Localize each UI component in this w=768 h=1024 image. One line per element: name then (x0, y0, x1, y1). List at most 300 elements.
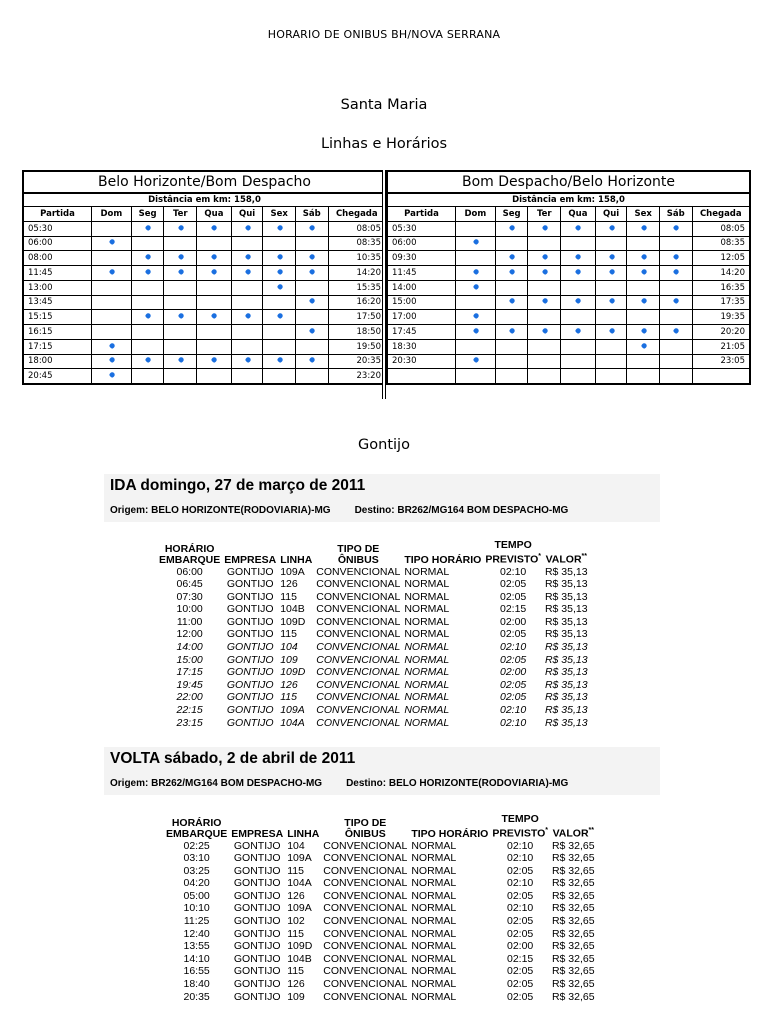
trip-line: 115 (280, 691, 297, 704)
trip-row (164, 991, 597, 1004)
trip-line: 115 (287, 927, 304, 940)
operating-day-icon (673, 298, 680, 305)
day-cell (231, 369, 263, 384)
operating-day-icon (673, 224, 680, 231)
arrival-time: 23:20 (328, 369, 386, 384)
ida-origin: Origem: BELO HORIZONTE(RODOVIARIA)-MG (110, 505, 331, 516)
trip-bus: CONVENCIONAL (316, 716, 401, 729)
trip-bus: CONVENCIONAL (316, 704, 401, 717)
day-cell (197, 236, 232, 251)
day-cell (659, 369, 692, 384)
trip-duration: 02:05 (500, 578, 527, 591)
trip-row (157, 654, 590, 667)
trip-duration: 02:10 (507, 852, 534, 865)
arrival-time: 21:05 (692, 339, 750, 354)
trip-bus: CONVENCIONAL (323, 839, 408, 852)
departure-time: 14:00 (387, 280, 455, 295)
trip-bus: CONVENCIONAL (323, 889, 408, 902)
trip-duration: 02:05 (507, 915, 534, 928)
operating-day-icon (509, 268, 516, 275)
trip-time: 11:00 (176, 615, 203, 628)
operating-day-icon (575, 298, 582, 305)
header-text: ÔNIBUS (344, 827, 386, 840)
departure-time: 18:30 (387, 339, 455, 354)
distance-label: Distância em km: 158,0 (23, 193, 386, 207)
trip-bus: CONVENCIONAL (323, 852, 408, 865)
trip-line: 109 (287, 990, 305, 1003)
day-cell (131, 221, 164, 236)
operating-day-icon (509, 253, 516, 260)
day-cell (495, 221, 528, 236)
trip-row (157, 641, 590, 654)
trip-company: GONTIJO (233, 952, 281, 965)
trip-bus: CONVENCIONAL (316, 653, 401, 666)
trip-company: GONTIJO (226, 603, 274, 616)
volta-route (104, 773, 660, 795)
day-cell (197, 310, 232, 325)
trip-bus: CONVENCIONAL (316, 615, 401, 628)
operating-day-icon (575, 253, 582, 260)
trip-company: GONTIJO (233, 839, 281, 852)
trip-duration: 02:10 (500, 704, 527, 717)
operating-day-icon (608, 224, 615, 231)
operating-day-icon (244, 357, 251, 364)
header-text: EMBARQUE (159, 553, 221, 566)
trip-time: 03:25 (183, 864, 210, 877)
operating-day-icon (244, 224, 251, 231)
trip-bus: CONVENCIONAL (323, 965, 408, 978)
schedule-row (387, 310, 750, 325)
day-cell (528, 251, 561, 266)
operating-day-icon (211, 357, 218, 364)
schedule-row (387, 221, 750, 236)
header-valor (550, 814, 597, 840)
column-header: Qua (197, 207, 232, 222)
day-cell (528, 266, 561, 281)
trip-row (164, 890, 597, 903)
day-cell (164, 266, 197, 281)
trip-line: 109 (280, 653, 298, 666)
departure-time (387, 369, 455, 384)
trip-company: GONTIJO (233, 877, 281, 890)
day-cell (455, 280, 495, 295)
trip-row (164, 940, 597, 953)
operating-day-icon (473, 327, 480, 334)
schedule-row (387, 280, 750, 295)
day-cell (595, 310, 627, 325)
day-cell (627, 280, 660, 295)
day-cell (495, 354, 528, 369)
day-cell (295, 221, 328, 236)
day-cell (197, 280, 232, 295)
day-cell (131, 354, 164, 369)
trip-bus: CONVENCIONAL (316, 590, 401, 603)
day-cell (197, 251, 232, 266)
trip-row (157, 578, 590, 591)
day-cell (197, 325, 232, 340)
company-title-gontijo: Gontijo (358, 437, 410, 453)
trip-company: GONTIJO (226, 666, 274, 679)
trip-row (157, 603, 590, 616)
operating-day-icon (145, 357, 152, 364)
day-cell (627, 339, 660, 354)
operating-day-icon (309, 253, 316, 260)
operating-day-icon (509, 224, 516, 231)
arrival-time: 23:05 (692, 354, 750, 369)
operating-day-icon (575, 268, 582, 275)
column-header: Sex (263, 207, 296, 222)
day-cell (295, 236, 328, 251)
ida-trips-table (157, 540, 590, 729)
day-cell (131, 310, 164, 325)
day-cell (595, 236, 627, 251)
arrival-time: 08:05 (328, 221, 386, 236)
trip-row (164, 953, 597, 966)
trip-duration: 02:10 (500, 716, 527, 729)
day-cell (295, 310, 328, 325)
operating-day-icon (608, 268, 615, 275)
trip-time: 12:40 (183, 927, 210, 940)
day-cell (528, 310, 561, 325)
day-cell (627, 325, 660, 340)
arrival-time: 20:35 (328, 354, 386, 369)
operating-day-icon (177, 224, 184, 231)
ida-destination: Destino: BR262/MG164 BOM DESPACHO-MG (354, 505, 569, 516)
volta-trips-table (164, 814, 597, 1003)
schedule-row (387, 339, 750, 354)
trip-company: GONTIJO (226, 590, 274, 603)
route-title: Belo Horizonte/Bom Despacho (23, 171, 386, 193)
day-cell (197, 295, 232, 310)
operating-day-icon (640, 327, 647, 334)
day-cell (561, 221, 596, 236)
day-cell (659, 251, 692, 266)
day-cell (561, 251, 596, 266)
trip-time: 11:25 (183, 915, 210, 928)
trip-bus: CONVENCIONAL (323, 978, 408, 991)
trip-line: 109A (287, 852, 312, 865)
trip-type: NORMAL (411, 915, 457, 928)
trip-row (157, 679, 590, 692)
day-cell (627, 221, 660, 236)
arrival-time: 18:50 (328, 325, 386, 340)
trip-duration: 02:00 (507, 940, 534, 953)
day-cell (231, 280, 263, 295)
trip-price: R$ 35,13 (544, 666, 588, 679)
day-cell (91, 325, 131, 340)
trip-row (164, 852, 597, 865)
trip-company: GONTIJO (233, 965, 281, 978)
trip-price: R$ 35,13 (544, 691, 588, 704)
trip-company: GONTIJO (226, 716, 274, 729)
operating-day-icon (608, 327, 615, 334)
day-cell (231, 221, 263, 236)
day-cell (91, 280, 131, 295)
trip-time: 22:00 (176, 691, 203, 704)
header-text: PREVISTO (485, 553, 539, 566)
day-cell (197, 266, 232, 281)
header-empresa: EMPRESA (224, 553, 277, 566)
trip-duration: 02:05 (500, 678, 527, 691)
header-text: HORÁRIO (164, 542, 215, 555)
footnote-mark: ** (588, 827, 594, 834)
day-cell (659, 310, 692, 325)
schedule-row (387, 266, 750, 281)
departure-time: 15:00 (387, 295, 455, 310)
trip-type: NORMAL (404, 628, 450, 641)
volta-title: VOLTA sábado, 2 de abril de 2011 (110, 750, 356, 767)
header-linha: LINHA (287, 827, 320, 840)
header-horario (157, 540, 222, 566)
day-cell (659, 339, 692, 354)
day-cell (627, 236, 660, 251)
schedule-row (23, 266, 386, 281)
header-text: TEMPO (494, 539, 532, 551)
header-text: EMBARQUE (166, 827, 228, 840)
trip-time: 04:20 (183, 877, 210, 890)
trip-type: NORMAL (411, 940, 457, 953)
day-cell (164, 310, 197, 325)
trip-bus: CONVENCIONAL (323, 927, 408, 940)
trip-row (164, 978, 597, 991)
trip-time: 07:30 (176, 590, 203, 603)
column-header: Qui (231, 207, 263, 222)
schedule-header-row (387, 207, 750, 222)
trip-time: 05:00 (183, 889, 210, 902)
day-cell (164, 295, 197, 310)
day-cell (455, 354, 495, 369)
trip-line: 109D (287, 940, 313, 953)
footnote-mark: ** (581, 553, 587, 560)
operating-day-icon (177, 357, 184, 364)
day-cell (659, 325, 692, 340)
footnote-mark: * (545, 827, 548, 834)
trip-line: 115 (287, 965, 304, 978)
day-cell (263, 221, 296, 236)
departure-time: 11:45 (23, 266, 91, 281)
day-cell (295, 295, 328, 310)
schedule-header-row (23, 207, 386, 222)
day-cell (295, 251, 328, 266)
column-header: Seg (495, 207, 528, 222)
day-cell (263, 339, 296, 354)
trip-time: 23:15 (176, 716, 203, 729)
day-cell (561, 236, 596, 251)
day-cell (91, 221, 131, 236)
column-header: Dom (91, 207, 131, 222)
operating-day-icon (541, 268, 548, 275)
arrival-time: 17:35 (692, 295, 750, 310)
day-cell (263, 280, 296, 295)
schedule-row (387, 295, 750, 310)
day-cell (455, 266, 495, 281)
day-cell (627, 251, 660, 266)
column-header: Partida (23, 207, 91, 222)
trip-row (164, 877, 597, 890)
trip-row (157, 666, 590, 679)
trip-price: R$ 35,13 (544, 578, 588, 591)
trip-line: 104 (287, 839, 305, 852)
schedule-row (23, 369, 386, 384)
trip-time: 12:00 (176, 628, 203, 641)
trip-duration: 02:05 (507, 927, 534, 940)
day-cell (595, 369, 627, 384)
day-cell (528, 354, 561, 369)
trip-company: GONTIJO (233, 889, 281, 902)
trip-company: GONTIJO (226, 691, 274, 704)
day-cell (295, 325, 328, 340)
trip-row (164, 928, 597, 941)
departure-time: 09:30 (387, 251, 455, 266)
trip-duration: 02:05 (507, 990, 534, 1003)
day-cell (295, 354, 328, 369)
arrival-time: 15:35 (328, 280, 386, 295)
day-cell (231, 325, 263, 340)
day-cell (164, 369, 197, 384)
trip-header-row (164, 814, 597, 840)
trip-line: 104A (287, 877, 312, 890)
day-cell (627, 310, 660, 325)
trip-price: R$ 35,13 (544, 678, 588, 691)
day-cell (561, 339, 596, 354)
day-cell (495, 295, 528, 310)
day-cell (131, 236, 164, 251)
arrival-time: 17:50 (328, 310, 386, 325)
operating-day-icon (541, 253, 548, 260)
operating-day-icon (541, 298, 548, 305)
trip-row (157, 628, 590, 641)
header-tipo-onibus (321, 814, 409, 840)
operating-day-icon (673, 327, 680, 334)
trip-header-row (157, 540, 590, 566)
trip-row (157, 717, 590, 730)
trip-duration: 02:05 (500, 691, 527, 704)
departure-time: 20:30 (387, 354, 455, 369)
schedule-row (23, 354, 386, 369)
operating-day-icon (276, 283, 283, 290)
day-cell (495, 339, 528, 354)
arrival-time: 19:50 (328, 339, 386, 354)
trip-type: NORMAL (411, 978, 457, 991)
trip-duration: 02:10 (507, 877, 534, 890)
departure-time: 15:15 (23, 310, 91, 325)
trip-company: GONTIJO (233, 902, 281, 915)
trip-time: 18:40 (183, 978, 210, 991)
operating-day-icon (211, 253, 218, 260)
day-cell (455, 339, 495, 354)
day-cell (595, 354, 627, 369)
volta-header (104, 747, 660, 795)
trip-row (157, 566, 590, 579)
trip-type: NORMAL (404, 716, 450, 729)
departure-time: 18:00 (23, 354, 91, 369)
operating-day-icon (309, 327, 316, 334)
trip-time: 14:00 (176, 641, 203, 654)
trip-type: NORMAL (404, 590, 450, 603)
header-tipo-horario: TIPO HORÁRIO (411, 827, 489, 840)
distance-label: Distância em km: 158,0 (387, 193, 750, 207)
ida-header (104, 474, 660, 522)
day-cell (455, 236, 495, 251)
operating-day-icon (640, 253, 647, 260)
column-header: Seg (131, 207, 164, 222)
trip-company: GONTIJO (226, 565, 274, 578)
day-cell (495, 369, 528, 384)
day-cell (131, 251, 164, 266)
trip-company: GONTIJO (233, 927, 281, 940)
trip-line: 126 (280, 678, 298, 691)
header-text: ÔNIBUS (337, 553, 379, 566)
trip-company: GONTIJO (226, 615, 274, 628)
trip-type: NORMAL (404, 678, 450, 691)
header-text: VALOR (545, 553, 582, 566)
operating-day-icon (109, 342, 116, 349)
day-cell (164, 339, 197, 354)
trip-time: 10:10 (183, 902, 210, 915)
day-cell (595, 325, 627, 340)
trip-duration: 02:05 (507, 889, 534, 902)
operating-day-icon (145, 268, 152, 275)
schedule-row (23, 221, 386, 236)
operating-day-icon (309, 298, 316, 305)
day-cell (91, 295, 131, 310)
trip-type: NORMAL (404, 691, 450, 704)
day-cell (164, 325, 197, 340)
day-cell (164, 280, 197, 295)
header-empresa: EMPRESA (231, 827, 284, 840)
departure-time: 16:15 (23, 325, 91, 340)
day-cell (164, 221, 197, 236)
trip-line: 126 (287, 889, 305, 902)
ida-title: IDA domingo, 27 de março de 2011 (110, 477, 366, 494)
schedule-row (23, 295, 386, 310)
operating-day-icon (211, 224, 218, 231)
day-cell (91, 310, 131, 325)
trip-line: 115 (287, 864, 304, 877)
day-cell (295, 339, 328, 354)
schedule-row (387, 251, 750, 266)
header-tempo (483, 540, 543, 566)
operating-day-icon (177, 268, 184, 275)
day-cell (495, 280, 528, 295)
trip-time: 03:10 (183, 852, 210, 865)
header-horario (164, 814, 229, 840)
trip-price: R$ 32,65 (551, 978, 595, 991)
day-cell (595, 251, 627, 266)
day-cell (595, 339, 627, 354)
day-cell (164, 236, 197, 251)
schedule-row (387, 369, 750, 384)
trip-type: NORMAL (411, 902, 457, 915)
arrival-time: 20:20 (692, 325, 750, 340)
trip-duration: 02:15 (507, 952, 534, 965)
trip-duration: 02:10 (507, 839, 534, 852)
header-text: TIPO DE (337, 542, 380, 555)
ida-route (104, 500, 660, 522)
trip-duration: 02:10 (500, 565, 527, 578)
trip-duration: 02:00 (500, 615, 527, 628)
trip-line: 104B (280, 603, 305, 616)
trip-row (164, 915, 597, 928)
trip-price: R$ 32,65 (551, 864, 595, 877)
column-header: Qui (595, 207, 627, 222)
schedule-bh-bom-despacho (22, 170, 387, 385)
day-cell (455, 295, 495, 310)
day-cell (263, 369, 296, 384)
day-cell (263, 325, 296, 340)
trip-bus: CONVENCIONAL (316, 628, 401, 641)
trip-bus: CONVENCIONAL (316, 603, 401, 616)
